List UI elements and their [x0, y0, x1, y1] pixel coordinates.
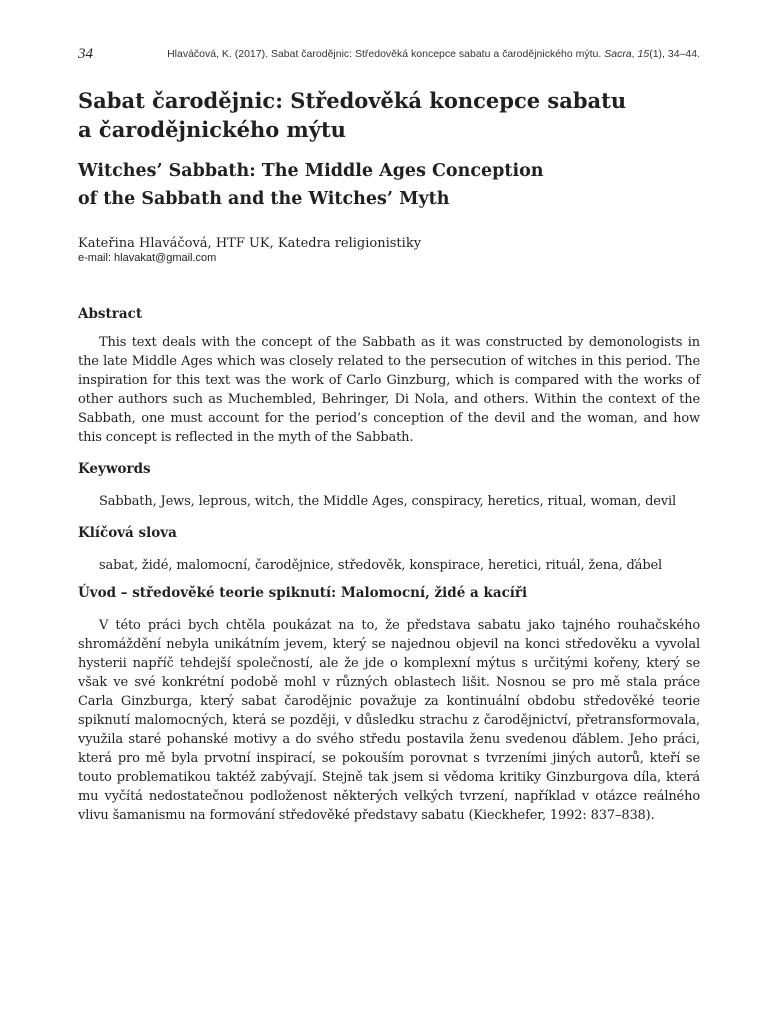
citation-volume: 15: [637, 48, 650, 60]
intro-text: V této práci bych chtěla poukázat na to, že představa sabatu jako tajného rouhačského shromáždění nebyla unikátním jevem, který se najednou objevil na konci středověku a vyvolal hysterii napříč tehdejší společností, ale že jde o komplexní mýtus s určitými kořeny, který se však ve své konkrétní podobě mohl v různých oblastech lišit. Nosnou se pro mě stala práce Carla Ginzburga, který sabat čarodějnic považuje za kontinuální obdobu středověké teorie spiknutí malomocných, která se později, v důsledku strachu z čarodějnictví, přetransformovala, využila staré pohanské motivy a do svého středu postavila ženu svedenou ďáblem. Jeho práci, která pro mě byla prvotní inspirací, se pokouším porovnat s tvrzeními jiných autorů, kteří se touto problematikou taktéž zabývají. Stejně tak jsem si vědoma kritiky Ginzburgova díla, která mu vyčítá nedostatečnou podloženost některých velkých tvrzení, například v otázce reálného vlivu šamanismu na formování středověké představy sabatu (Kieckhefer, 1992: 837–838).: [78, 618, 700, 823]
article-body: [78, 86, 700, 825]
citation-issue-pages: (1), 34–44.: [649, 48, 700, 60]
abstract-heading: Abstract: [78, 306, 143, 322]
citation-journal: Sacra: [604, 48, 632, 60]
running-header: [78, 44, 700, 64]
title-czech: [78, 86, 700, 144]
citation-separator: ,: [631, 48, 638, 60]
keywords-heading: Keywords: [78, 461, 151, 477]
abstract-text: This text deals with the concept of the Sabbath as it was constructed by demonologists in the late Middle Ages which was closely related to the persecution of witches in this period. The inspiration for this text was the work of Carlo Ginzburg, which is compared with the works of other authors such as Muchembled, Behringer, Di Nola, and others. Within the context of the Sabbath, one must account for the period’s conception of the devil and the woman, and how this concept is reflected in the myth of the Sabbath.: [78, 335, 700, 445]
keywords-text: Sabbath, Jews, leprous, witch, the Middle Ages, conspiracy, heretics, ritual, woman, devil: [99, 494, 677, 509]
title-english-line-2: of the Sabbath and the Witches’ Myth: [78, 189, 450, 209]
author-affiliation: Kateřina Hlaváčová, HTF UK, Katedra religionistiky: [78, 236, 422, 251]
intro-heading: Úvod – středověké teorie spiknutí: Malomocní, židé a kacíři: [78, 585, 528, 601]
title-english-line-1: Witches’ Sabbath: The Middle Ages Conception: [78, 161, 544, 181]
title-czech-line-1: Sabat čarodějnic: Středověká koncepce sabatu: [78, 88, 627, 113]
klicova-slova-text: sabat, židé, malomocní, čarodějnice, středověk, konspirace, heretici, rituál, žena, ďábel: [99, 558, 663, 573]
klicova-slova-heading: Klíčová slova: [78, 525, 177, 541]
title-english: [78, 157, 700, 213]
citation-authors-title: Hlaváčová, K. (2017). Sabat čarodějnic: Středověká koncepce sabatu a čarodějnického mýtu.: [167, 48, 605, 60]
citation-line: [167, 46, 700, 62]
page-number: 34: [78, 46, 93, 62]
author-email: e-mail: hlavakat@gmail.com: [78, 252, 217, 264]
title-czech-line-2: a čarodějnického mýtu: [78, 117, 346, 142]
